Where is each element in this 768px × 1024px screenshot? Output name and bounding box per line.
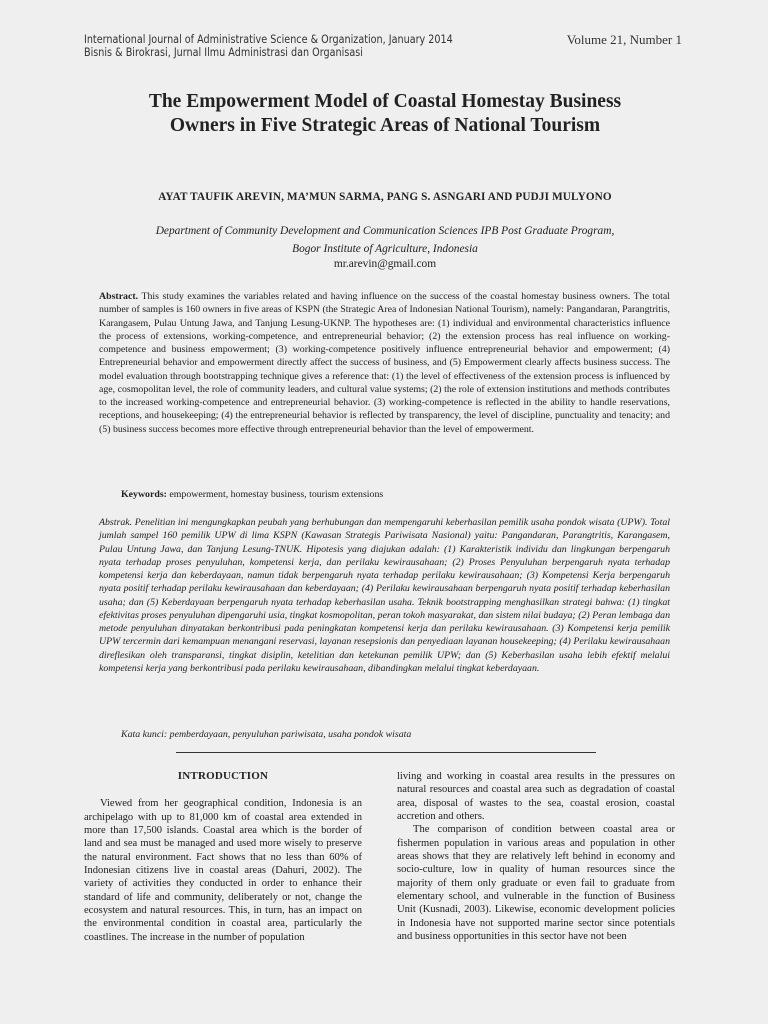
- journal-header: [84, 33, 453, 59]
- keywords-label: Keywords:: [121, 489, 167, 500]
- keywords: [121, 489, 670, 500]
- body-column-left: [84, 770, 362, 944]
- affiliation: [90, 222, 680, 258]
- author-list: AYAT TAUFIK AREVIN, MA’MUN SARMA, PANG S. ASNGARI AND PUDJI MULYONO: [158, 191, 612, 203]
- abstract-label: Abstract.: [99, 291, 139, 302]
- volume-number: Volume 21, Number 1: [566, 32, 682, 47]
- author-email[interactable]: mr.arevin@gmail.com: [333, 258, 437, 270]
- abstract-english: [99, 290, 670, 436]
- title-line-1: The Empowerment Model of Coastal Homestay Business: [148, 91, 622, 112]
- keywords-text: empowerment, homestay business, tourism extensions: [166, 489, 384, 500]
- journal-subtitle: Bisnis & Birokrasi, Jurnal Ilmu Administrasi dan Organisasi: [84, 46, 363, 59]
- intro-paragraph-1: Viewed from her geographical condition, Indonesia is an archipelago with up to 81,000 km of coastal area extended in more than 17,500 islands. Coastal area which is the border of land and sea must be managed and used more wisely to preserve the natural environment. Fact shows that no less than 60% of Indonesian citizens live in coastal areas (Dahuri, 2002). The variety of activities they conducted in order to enhance their standard of life and community, deliberately or not, change the ecosystem and natural resources. This, in turn, has an impact on the environmental condition in coastal area, particularly the coastlines. The increase in the number of population: [84, 798, 362, 943]
- intro-paragraph-2: The comparison of condition between coastal area or fishermen population in various areas and population in other areas shows that they are relatively left behind in economy and socio-culture, low in quality of human resources since the majority of them only graduate or even fail to graduate from elementary school, and vulnerable in the function of Business Unit (Kusnadi, 2003). Likewise, economic development policies in Indonesia have not supported marine sector since potentials and business opportunities in this sector have not been: [397, 824, 675, 943]
- section-heading-introduction: INTRODUCTION: [177, 770, 269, 782]
- intro-paragraph-1-continued: living and working in coastal area results in the pressures on natural resources and coastal area such as degradation of coastal area, disposal of wastes to the sea, coastal erosion, coastal accretion and others.: [397, 771, 675, 823]
- section-divider: [176, 752, 596, 753]
- journal-name: International Journal of Administrative Science & Organization, January 2014: [84, 33, 453, 46]
- affiliation-institution: Bogor Institute of Agriculture, Indonesia: [292, 243, 478, 255]
- title-line-2: Owners in Five Strategic Areas of National Tourism: [169, 115, 601, 136]
- kata-kunci: Kata kunci: pemberdayaan, penyuluhan pariwisata, usaha pondok wisata: [121, 729, 412, 740]
- affiliation-department: Department of Community Development and Communication Sciences IPB Post Graduate Program,: [155, 225, 615, 237]
- abstract-text: This study examines the variables related and having influence on the success of the coastal homestay business owners. The total number of samples is 160 owners in five areas of KSPN (the Strategic Area of Indonesian National Tourism), namely: Pangandaran, Parangtritis, Karangasem, Pulau Untung Jawa, and Tanjung Lesung-UKNP. The hypotheses are: (1) individual and environmental characteristics influence the process of extensions, working-competence, and entrepreneurial behavior; (2) the extension process has real influence on working-competence and business empowerment; (3) working-competence positively influence entrepreneurial behavior and empowerment; (4) Entrepreneurial behavior and empowerment directly affect the success of business, and (5) Empowerment clearly affects business success. The model evaluation through bootstrapping technique gives a reference that: (1) the level of effectiveness of the extension process is influenced by age, cosmopolitan level, the role of community leaders, and cultural value systems; (2) the role of extension institutions and methods contributes to the increased working-competence and entrepreneurial behavior. (3) working-competence is reflected in the ability to handle reservations, receptions, and housekeeping; (4) the entrepreneurial behavior is reflected by transparency, the level of discipline, punctuality and tenacity; and (5) business success becomes more effective through entrepreneurial behavior than the level of empowerment.: [99, 291, 670, 435]
- body-column-right: [397, 770, 675, 943]
- abstract-indonesian: Abstrak. Penelitian ini mengungkapkan peubah yang berhubungan dan mempengaruhi keberhasilan pemilik usaha pondok wisata (UPW). Total jumlah sampel 160 pemilik UPW di lima KSPN (Kawasan Strategis Pariwisata Nasional) yaitu: Pangandaran, Parangtritis, Karangasem, Pulau Untung Jawa, dan Tanjung Lesung-TNUK. Hipotesis yang diajukan adalah: (1) Karakteristik individu dan lingkungan berpengaruh nyata terhadap proses penyuluhan, kompetensi kerja, dan perilaku kewirausahaan; (2) Proses Penyuluhan berpengaruh nyata terhadap kompetensi kerja dan keberdayaan, namun tidak berpengaruh nyata terhadap perilaku kewirausahaan; (3) Kompetensi Kerja berpengaruh nyata positif terhadap perilaku kewirausahaan dan keberdayaan; (4) Perilaku kewirausahaan berpengaruh nyata positif terhadap keberhasilan usaha; dan (5) Keberdayaan berpengaruh nyata terhadap keberhasilan usaha. Teknik bootstrapping menghasilkan strategi bahwa: (1) tingkat efektivitas proses penyuluhan dipengaruhi usia, tingkat kosmopolitan, peran tokoh masyarakat, dan sistem nilai budaya; (2) Peran lembaga dan metode penyuluhan dinyatakan berkontribusi pada peningkatan kompetensi kerja dan perilaku kewirausahaan. (3) Kompetensi kerja pemilik UPW tercermin dari kemampuan menangani reservasi, layanan resepsionis dan penyediaan layanan housekeeping; (4) Perilaku kewirausahaan direflesikan oleh transparansi, tingkat disiplin, ketelitian dan ketekunan pemilik UPW; dan (5) Keberhasilan usaha lebih efektif melalui kompetensi kerja yang berkontribusi pada perilaku kewirausahaan, dibandingkan melalui tingkat keberdayaan.: [99, 517, 670, 674]
- paper-title: [90, 90, 680, 138]
